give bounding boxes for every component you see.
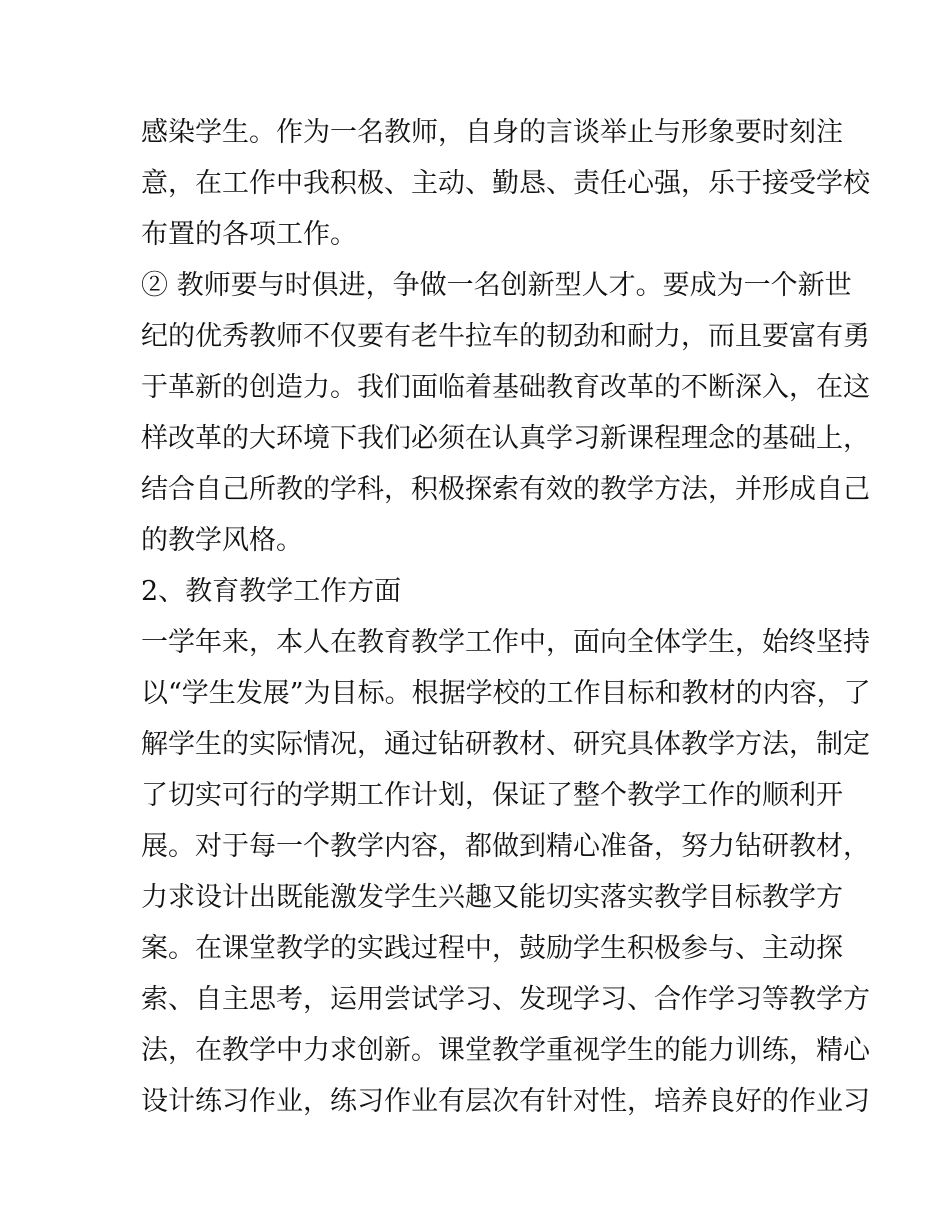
text-line-20: 设计练习作业，练习作业有层次有针对性，培养良好的作业习	[141, 1086, 870, 1117]
text-line-8: 结合自己所教的学科，积极探索有效的教学方法，并形成自己	[141, 474, 870, 505]
body-text	[141, 107, 871, 1127]
text-line-9: 的教学风格。	[141, 525, 303, 556]
text-line-16: 力求设计出既能激发学生兴趣又能切实落实教学目标教学方	[141, 882, 843, 913]
text-line-12: 以“学生发展”为目标。根据学校的工作目标和教材的内容，了	[141, 678, 871, 709]
text-line-6: 于革新的创造力。我们面临着基础教育改革的不断深入，在这	[141, 372, 870, 403]
text-line-7: 样改革的大环境下我们必须在认真学习新课程理念的基础上，	[141, 423, 870, 454]
text-line-19: 法，在教学中力求创新。课堂教学重视学生的能力训练，精心	[141, 1035, 870, 1066]
text-line-4: ② 教师要与时俱进，争做一名创新型人才。要成为一个新世	[141, 270, 852, 301]
text-line-18: 索、自主思考，运用尝试学习、发现学习、合作学习等教学方	[141, 984, 870, 1015]
text-line-11: 一学年来，本人在教育教学工作中，面向全体学生，始终坚持	[141, 627, 870, 658]
text-line-3: 布置的各项工作。	[141, 219, 357, 250]
text-line-15: 展。对于每一个教学内容，都做到精心准备，努力钻研教材，	[141, 831, 870, 862]
text-line-13: 解学生的实际情况，通过钻研教材、研究具体教学方法，制定	[141, 729, 870, 760]
text-line-2: 意，在工作中我积极、主动、勤恳、责任心强，乐于接受学校	[141, 168, 870, 199]
text-line-5: 纪的优秀教师不仅要有老牛拉车的韧劲和耐力，而且要富有勇	[141, 321, 870, 352]
text-line-1: 感染学生。作为一名教师，自身的言谈举止与形象要时刻注	[141, 117, 843, 148]
text-line-17: 案。在课堂教学的实践过程中，鼓励学生积极参与、主动探	[141, 933, 843, 964]
section-heading: 2、教育教学工作方面	[141, 576, 402, 607]
text-line-14: 了切实可行的学期工作计划，保证了整个教学工作的顺利开	[141, 780, 843, 811]
